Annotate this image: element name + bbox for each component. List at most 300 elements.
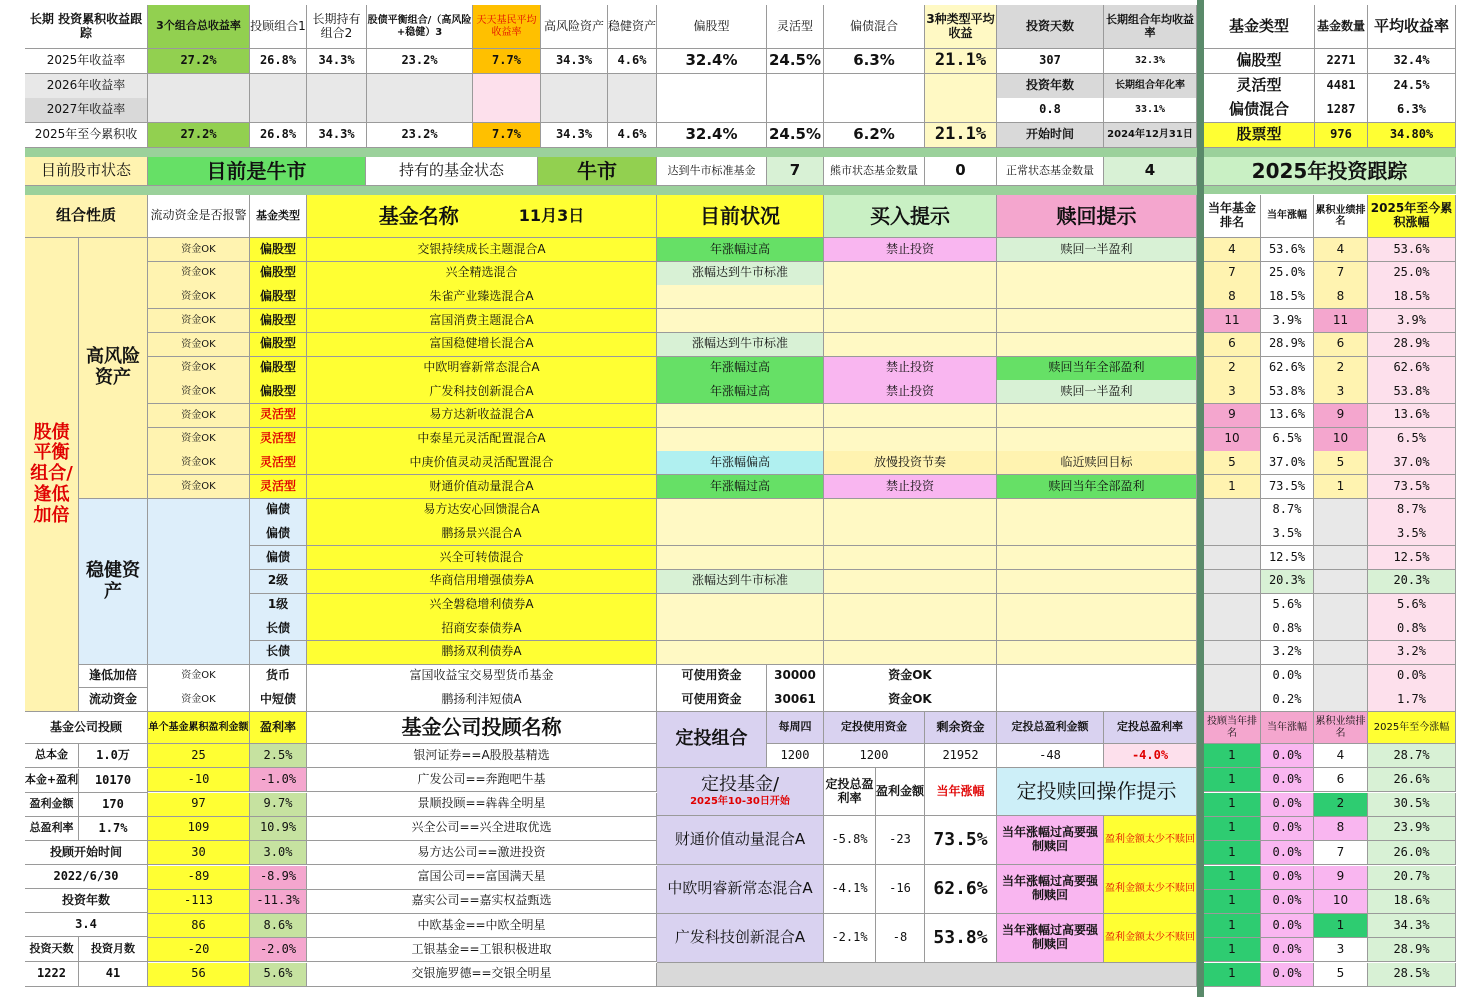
fund-name[interactable]: 富国消费主题混合A (307, 309, 657, 333)
fund-buy-hint[interactable] (824, 617, 997, 641)
fund-type[interactable]: 偏债 (250, 499, 307, 523)
value-balance3[interactable] (367, 98, 473, 123)
header-equity[interactable]: 偏股型 (657, 5, 767, 49)
adv-rise[interactable]: 0.0% (1261, 817, 1314, 841)
fund-type[interactable]: 灵活型 (250, 404, 307, 428)
fund-type[interactable]: 中短债 (250, 688, 307, 712)
fund-cum-rank[interactable] (1314, 522, 1368, 546)
value-hold2[interactable]: 34.3% (307, 49, 367, 74)
header-year-rank[interactable]: 当年基金排名 (1204, 195, 1261, 238)
advisor-rate[interactable]: -1.0% (250, 768, 307, 792)
fund-type-name[interactable]: 灵活型 (1204, 74, 1315, 99)
fund-redeem-hint[interactable]: 赎回一半盈利 (997, 380, 1197, 404)
fund-name[interactable]: 易方达安心回馈混合A (307, 499, 657, 523)
liquid-alarm[interactable]: 资金OK (148, 380, 250, 404)
sip-rate-col-header[interactable]: 定投总盈利率 (824, 768, 876, 816)
sip-redeem-tip[interactable]: 当年涨幅过高要强制赎回 (997, 865, 1104, 914)
header-fund-count[interactable]: 基金数量 (1315, 5, 1368, 49)
fund-buy-hint[interactable] (824, 499, 997, 523)
fund-ytd[interactable]: 18.5% (1368, 285, 1456, 309)
fund-status[interactable] (657, 309, 824, 333)
fund-ytd[interactable]: 3.2% (1368, 641, 1456, 665)
liquid-ok[interactable]: 资金OK (824, 665, 997, 689)
advisor-left-key[interactable]: 总盈利率 (25, 817, 79, 841)
header-fund-name[interactable] (307, 195, 657, 238)
adv-ytd-header[interactable]: 2025年至今涨幅 (1368, 712, 1456, 744)
adv-rank[interactable]: 1 (1204, 914, 1261, 938)
advisor-rate[interactable]: 2.5% (250, 744, 307, 768)
market-status-value[interactable]: 目前是牛市 (148, 157, 366, 186)
fund-buy-hint[interactable]: 禁止投资 (824, 475, 997, 499)
fund-ytd[interactable]: 5.6% (1368, 594, 1456, 618)
fund-cum-rank[interactable] (1314, 570, 1368, 594)
fund-buy-hint[interactable] (824, 594, 997, 618)
header-stable[interactable]: 稳健资产 (608, 5, 657, 49)
fund-name[interactable]: 鹏扬景兴混合A (307, 522, 657, 546)
group-stable[interactable]: 稳健资产 (79, 499, 148, 665)
liquid-alarm[interactable]: 资金OK (148, 262, 250, 286)
fund-redeem-hint[interactable]: 赎回当年全部盈利 (997, 475, 1197, 499)
value-flexible[interactable]: 24.5% (767, 49, 824, 74)
value-adv1[interactable]: 26.8% (250, 123, 307, 148)
fund-redeem-hint[interactable] (997, 309, 1197, 333)
advisor-rate[interactable]: -2.0% (250, 938, 307, 962)
liquid-alarm[interactable]: 资金OK (148, 665, 250, 689)
sip-fund-amount[interactable]: -23 (876, 816, 925, 865)
value-stable[interactable]: 4.6% (608, 49, 657, 74)
advisor-name[interactable]: 交银施罗德==交银全明星 (307, 963, 657, 987)
liquid-alarm[interactable]: 资金OK (148, 451, 250, 475)
fund-name[interactable]: 富国收益宝交易型货币基金 (307, 665, 657, 689)
fund-cum-rank[interactable] (1314, 688, 1368, 712)
fund-name[interactable]: 财通价值动量混合A (307, 475, 657, 499)
advisor-name-header[interactable]: 基金公司投顾名称 (307, 712, 657, 744)
fund-year-rank[interactable]: 5 (1204, 451, 1261, 475)
fund-ytd[interactable]: 62.6% (1368, 357, 1456, 381)
fund-year-rise[interactable]: 0.2% (1261, 688, 1314, 712)
fund-status[interactable] (657, 285, 824, 309)
advisor-profit[interactable]: 97 (148, 793, 250, 817)
normal-label[interactable]: 正常状态基金数量 (997, 157, 1104, 186)
adv-ytd[interactable]: 30.5% (1368, 793, 1456, 817)
fund-type-count[interactable]: 976 (1315, 123, 1368, 148)
value-high[interactable] (541, 98, 608, 123)
fund-buy-hint[interactable]: 放慢投资节奏 (824, 451, 997, 475)
advisor-rate[interactable]: 5.6% (250, 963, 307, 987)
advisor-name[interactable]: 富国公司==富国满天星 (307, 866, 657, 890)
value-high[interactable] (541, 74, 608, 99)
fund-buy-hint[interactable] (824, 285, 997, 309)
fund-year-rise[interactable]: 5.6% (1261, 594, 1314, 618)
fund-buy-hint[interactable] (824, 262, 997, 286)
fund-status[interactable]: 涨幅达到牛市标准 (657, 570, 824, 594)
fund-cum-rank[interactable]: 3 (1314, 380, 1368, 404)
fund-name[interactable]: 招商安泰债券A (307, 617, 657, 641)
adv-rise[interactable]: 0.0% (1261, 866, 1314, 890)
fund-year-rise[interactable]: 20.3% (1261, 570, 1314, 594)
fund-redeem-hint[interactable] (997, 522, 1197, 546)
value-tiantian[interactable]: 7.7% (473, 49, 541, 74)
fund-type-count[interactable]: 2271 (1315, 49, 1368, 74)
fund-name[interactable]: 中泰星元灵活配置混合A (307, 428, 657, 452)
sip-week[interactable]: 1200 (767, 744, 824, 768)
sip-fund-rate[interactable]: -4.1% (824, 865, 876, 914)
advisor-months-label[interactable]: 投资月数 (79, 937, 148, 962)
fund-redeem-hint[interactable] (997, 641, 1197, 665)
value-equity[interactable] (657, 74, 767, 99)
fund-cum-rank[interactable] (1314, 665, 1368, 689)
adv-rise[interactable]: 0.0% (1261, 768, 1314, 792)
invest-stat-value[interactable]: 2024年12月31日 (1104, 123, 1197, 148)
sip-used-header[interactable]: 定投使用资金 (824, 712, 925, 744)
sip-redeem-tip[interactable]: 当年涨幅过高要强制赎回 (997, 914, 1104, 963)
fund-type[interactable]: 1级 (250, 594, 307, 618)
adv-rise[interactable]: 0.0% (1261, 963, 1314, 987)
fund-type[interactable]: 偏债 (250, 546, 307, 570)
fund-status[interactable] (657, 617, 824, 641)
header-buy-hint[interactable]: 买入提示 (824, 195, 997, 238)
fund-name[interactable]: 华商信用增强债券A (307, 570, 657, 594)
sip-title[interactable]: 定投组合 (657, 712, 767, 768)
fund-buy-hint[interactable] (824, 522, 997, 546)
fund-ytd[interactable]: 37.0% (1368, 451, 1456, 475)
fund-type-avg[interactable]: 34.80% (1368, 123, 1456, 148)
advisor-left-key[interactable]: 本金+盈利 (25, 769, 79, 793)
liquid-alarm[interactable]: 资金OK (148, 309, 250, 333)
fund-name[interactable]: 交银持续成长主题混合A (307, 238, 657, 262)
sip-fund-name[interactable]: 广发科技创新混合A (657, 914, 824, 963)
advisor-name[interactable]: 广发公司==奔跑吧牛基 (307, 768, 657, 792)
sip-fund-rise[interactable]: 62.6% (925, 865, 997, 914)
advisor-start-label[interactable]: 投顾开始时间 (25, 841, 148, 865)
fund-type[interactable]: 偏股型 (250, 262, 307, 286)
header-nature[interactable]: 组合性质 (25, 195, 148, 238)
advisor-months-value[interactable]: 41 (79, 962, 148, 987)
liquid-amount[interactable]: 30061 (767, 688, 824, 712)
adv-ytd[interactable]: 28.5% (1368, 963, 1456, 987)
advisor-title[interactable]: 基金公司投顾 (25, 712, 148, 744)
fund-type[interactable]: 灵活型 (250, 475, 307, 499)
value-bondmix[interactable]: 6.3% (824, 49, 925, 74)
advisor-name[interactable]: 嘉实公司==嘉实权益甄选 (307, 890, 657, 914)
fund-redeem-hint[interactable] (997, 594, 1197, 618)
fund-name[interactable]: 广发科技创新混合A (307, 380, 657, 404)
advisor-years-value[interactable]: 3.4 (25, 913, 148, 937)
value-adv1[interactable] (250, 74, 307, 99)
fund-year-rank[interactable] (1204, 617, 1261, 641)
advisor-left-value[interactable]: 10170 (79, 769, 148, 793)
adv-rise[interactable]: 0.0% (1261, 744, 1314, 768)
sip-funds-title[interactable] (657, 768, 824, 816)
fund-cum-rank[interactable] (1314, 641, 1368, 665)
group-high-risk[interactable]: 高风险资产 (79, 238, 148, 499)
adv-ytd[interactable]: 28.9% (1368, 938, 1456, 962)
fund-buy-hint[interactable]: 禁止投资 (824, 357, 997, 381)
value-adv1[interactable]: 26.8% (250, 49, 307, 74)
advisor-days-label[interactable]: 投资天数 (25, 937, 79, 962)
fund-cum-rank[interactable]: 7 (1314, 262, 1368, 286)
sip-rate[interactable]: -4.0% (1104, 744, 1197, 768)
fund-status[interactable]: 年涨幅过高 (657, 357, 824, 381)
group-liquid[interactable]: 流动资金 (79, 688, 148, 712)
adv-rise-header[interactable]: 当年涨幅 (1261, 712, 1314, 744)
row-label[interactable]: 2026年收益率 (25, 74, 148, 99)
value-flexible[interactable] (767, 98, 824, 123)
fund-redeem-hint[interactable] (997, 617, 1197, 641)
fund-redeem-hint[interactable] (997, 546, 1197, 570)
fund-ytd[interactable]: 25.0% (1368, 262, 1456, 286)
fund-cum-rank[interactable]: 6 (1314, 333, 1368, 357)
fund-year-rank[interactable]: 8 (1204, 285, 1261, 309)
row-label[interactable]: 2025年至今累积收 (25, 123, 148, 148)
value-avg3[interactable]: 21.1% (925, 49, 997, 74)
adv-cr[interactable]: 10 (1314, 890, 1368, 914)
fund-type[interactable]: 货币 (250, 665, 307, 689)
sip-op-title[interactable]: 定投赎回操作提示 (997, 768, 1197, 816)
value-total3[interactable]: 27.2% (148, 123, 250, 148)
advisor-profit[interactable]: 86 (148, 914, 250, 938)
fund-buy-hint[interactable] (824, 333, 997, 357)
fund-type-count[interactable]: 4481 (1315, 74, 1368, 99)
advisor-name[interactable]: 工银基金==工银积极进取 (307, 938, 657, 962)
fund-year-rank[interactable] (1204, 665, 1261, 689)
liquid-alarm[interactable]: 资金OK (148, 428, 250, 452)
fund-type-name[interactable]: 股票型 (1204, 123, 1315, 148)
sip-used[interactable]: 1200 (824, 744, 925, 768)
fund-name[interactable]: 兴全可转债混合 (307, 546, 657, 570)
adv-rank[interactable]: 1 (1204, 744, 1261, 768)
header-fund-type-col[interactable]: 基金类型 (250, 195, 307, 238)
fund-year-rank[interactable]: 9 (1204, 404, 1261, 428)
header-tiantian[interactable]: 天天基民平均收益率 (473, 5, 541, 49)
value-bondmix[interactable]: 6.2% (824, 123, 925, 148)
fund-year-rank[interactable] (1204, 522, 1261, 546)
fund-year-rank[interactable]: 2 (1204, 357, 1261, 381)
liquid-alarm[interactable]: 资金OK (148, 688, 250, 712)
sip-redeem-tip[interactable]: 当年涨幅过高要强制赎回 (997, 816, 1104, 865)
fund-year-rise[interactable]: 6.5% (1261, 428, 1314, 452)
fund-name[interactable]: 朱雀产业臻选混合A (307, 285, 657, 309)
fund-status[interactable]: 年涨幅过高 (657, 238, 824, 262)
advisor-rate[interactable]: -11.3% (250, 890, 307, 914)
fund-status[interactable] (657, 428, 824, 452)
fund-cum-rank[interactable] (1314, 546, 1368, 570)
fund-redeem-hint[interactable]: 赎回一半盈利 (997, 238, 1197, 262)
fund-year-rank[interactable] (1204, 688, 1261, 712)
header-balance-3[interactable]: 股债平衡组合/（高风险+稳健）3 (367, 5, 473, 49)
sip-fund-name[interactable]: 中欧明睿新常态混合A (657, 865, 824, 914)
liquid-alarm[interactable]: 资金OK (148, 333, 250, 357)
bull-count[interactable]: 7 (767, 157, 824, 186)
liquid-label[interactable]: 可使用资金 (657, 665, 767, 689)
value-flexible[interactable]: 24.5% (767, 123, 824, 148)
fund-type[interactable]: 偏股型 (250, 309, 307, 333)
header-fund-type[interactable]: 基金类型 (1204, 5, 1315, 49)
advisor-left-value[interactable]: 1.0万 (79, 744, 148, 768)
fund-buy-hint[interactable] (824, 428, 997, 452)
sip-amount-header[interactable]: 盈利金额 (876, 768, 925, 816)
fund-type[interactable]: 2级 (250, 570, 307, 594)
fund-year-rise[interactable]: 25.0% (1261, 262, 1314, 286)
value-equity[interactable]: 32.4% (657, 49, 767, 74)
fund-redeem-hint[interactable] (997, 262, 1197, 286)
advisor-name[interactable]: 兴全公司==兴全进取优选 (307, 817, 657, 841)
adv-ytd[interactable]: 34.3% (1368, 914, 1456, 938)
fund-type[interactable]: 偏股型 (250, 333, 307, 357)
fund-cum-rank[interactable]: 11 (1314, 309, 1368, 333)
adv-rank[interactable]: 1 (1204, 890, 1261, 914)
fund-year-rise[interactable]: 3.2% (1261, 641, 1314, 665)
header-ytd[interactable]: 2025年至今累积涨幅 (1368, 195, 1456, 238)
value-hold2[interactable] (307, 98, 367, 123)
adv-cr[interactable]: 1 (1314, 914, 1368, 938)
value-balance3[interactable]: 23.2% (367, 49, 473, 74)
header-total-3[interactable]: 3个组合总收益率 (148, 5, 250, 49)
fund-year-rise[interactable]: 0.8% (1261, 617, 1314, 641)
advisor-left-key[interactable]: 盈利金额 (25, 793, 79, 817)
invest-stat[interactable]: 307 (997, 49, 1104, 74)
fund-year-rise[interactable]: 62.6% (1261, 357, 1314, 381)
sip-left[interactable]: 21952 (925, 744, 997, 768)
value-bondmix[interactable] (824, 74, 925, 99)
advisor-rate[interactable]: 10.9% (250, 817, 307, 841)
fund-year-rank[interactable] (1204, 641, 1261, 665)
fund-year-rank[interactable]: 11 (1204, 309, 1261, 333)
bull-label[interactable]: 达到牛市标准基金 (657, 157, 767, 186)
liquid-ok[interactable]: 资金OK (824, 688, 997, 712)
fund-year-rise[interactable]: 28.9% (1261, 333, 1314, 357)
fund-year-rise[interactable]: 3.9% (1261, 309, 1314, 333)
fund-ytd[interactable]: 53.8% (1368, 380, 1456, 404)
value-bondmix[interactable] (824, 98, 925, 123)
sip-week-header[interactable]: 每周四 (767, 712, 824, 744)
fund-ytd[interactable]: 3.5% (1368, 522, 1456, 546)
adv-rank[interactable]: 1 (1204, 866, 1261, 890)
fund-name[interactable]: 兴全精选混合 (307, 262, 657, 286)
row-label[interactable]: 2025年收益率 (25, 49, 148, 74)
sip-fund-rate[interactable]: -5.8% (824, 816, 876, 865)
fund-name[interactable]: 易方达新收益混合A (307, 404, 657, 428)
value-avg3[interactable] (925, 98, 997, 123)
fund-status[interactable] (657, 499, 824, 523)
advisor-days-value[interactable]: 1222 (25, 962, 79, 987)
invest-stat-value[interactable]: 32.3% (1104, 49, 1197, 74)
fund-type-count[interactable]: 1287 (1315, 98, 1368, 123)
fund-year-rank[interactable] (1204, 570, 1261, 594)
header-avg-return[interactable]: 平均收益率 (1368, 5, 1456, 49)
fund-type-name[interactable]: 偏债混合 (1204, 98, 1315, 123)
adv-rank[interactable]: 1 (1204, 768, 1261, 792)
fund-cum-rank[interactable]: 9 (1314, 404, 1368, 428)
advisor-profit[interactable]: -89 (148, 866, 250, 890)
fund-year-rank[interactable]: 10 (1204, 428, 1261, 452)
fund-status[interactable]: 年涨幅偏高 (657, 451, 824, 475)
fund-year-rank[interactable]: 6 (1204, 333, 1261, 357)
advisor-years-label[interactable]: 投资年数 (25, 889, 148, 913)
fund-status-label[interactable]: 持有的基金状态 (366, 157, 538, 186)
adv-rank[interactable]: 1 (1204, 793, 1261, 817)
group-main-label[interactable]: 股债平衡组合/逢低加倍 (25, 238, 79, 712)
value-tiantian[interactable] (473, 74, 541, 99)
adv-ytd[interactable]: 28.7% (1368, 744, 1456, 768)
sip-fund-name[interactable]: 财通价值动量混合A (657, 816, 824, 865)
fund-buy-hint[interactable] (824, 309, 997, 333)
fund-ytd[interactable]: 73.5% (1368, 475, 1456, 499)
header-adv-1[interactable]: 投顾组合1 (250, 5, 307, 49)
fund-type[interactable]: 长债 (250, 641, 307, 665)
sip-profit-header[interactable]: 定投总盈利金额 (997, 712, 1104, 744)
advisor-rate[interactable]: 9.7% (250, 793, 307, 817)
fund-redeem-hint[interactable] (997, 499, 1197, 523)
advisor-rate[interactable]: 8.6% (250, 914, 307, 938)
header-redeem-hint[interactable]: 赎回提示 (997, 195, 1197, 238)
fund-ytd[interactable]: 13.6% (1368, 404, 1456, 428)
fund-ytd[interactable]: 0.0% (1368, 665, 1456, 689)
value-equity[interactable] (657, 98, 767, 123)
fund-cum-rank[interactable]: 8 (1314, 285, 1368, 309)
fund-ytd[interactable]: 3.9% (1368, 309, 1456, 333)
fund-year-rise[interactable]: 18.5% (1261, 285, 1314, 309)
value-adv1[interactable] (250, 98, 307, 123)
fund-status[interactable] (657, 546, 824, 570)
value-hold2[interactable]: 34.3% (307, 123, 367, 148)
fund-name[interactable]: 鹏扬利沣短债A (307, 688, 657, 712)
fund-cum-rank[interactable]: 4 (1314, 238, 1368, 262)
fund-cum-rank[interactable] (1314, 594, 1368, 618)
fund-type-avg[interactable]: 6.3% (1368, 98, 1456, 123)
advisor-left-value[interactable]: 170 (79, 793, 148, 817)
adv-rank[interactable]: 1 (1204, 938, 1261, 962)
fund-year-rank[interactable]: 7 (1204, 262, 1261, 286)
header-hold-2[interactable]: 长期持有组合2 (307, 5, 367, 49)
fund-type[interactable]: 灵活型 (250, 451, 307, 475)
value-total3[interactable] (148, 74, 250, 99)
fund-status[interactable]: 涨幅达到牛市标准 (657, 333, 824, 357)
fund-buy-hint[interactable] (824, 570, 997, 594)
advisor-name[interactable]: 银河证券==A股股基精选 (307, 744, 657, 768)
header-high-risk[interactable]: 高风险资产 (541, 5, 608, 49)
value-balance3[interactable] (367, 74, 473, 99)
value-total3[interactable] (148, 98, 250, 123)
advisor-left-key[interactable]: 总本金 (25, 744, 79, 768)
fund-name[interactable]: 鹏扬双利债券A (307, 641, 657, 665)
fund-status-value[interactable]: 牛市 (538, 157, 657, 186)
fund-year-rank[interactable] (1204, 499, 1261, 523)
value-high[interactable]: 34.3% (541, 49, 608, 74)
fund-redeem-hint[interactable]: 赎回当年全部盈利 (997, 357, 1197, 381)
advisor-name[interactable]: 中欧基金==中欧全明星 (307, 914, 657, 938)
adv-cr[interactable]: 3 (1314, 938, 1368, 962)
invest-stat-value[interactable]: 33.1% (1104, 98, 1197, 123)
sip-fund-rise[interactable]: 53.8% (925, 914, 997, 963)
invest-stat[interactable]: 投资年数 (997, 74, 1104, 99)
fund-ytd[interactable]: 6.5% (1368, 428, 1456, 452)
invest-stat[interactable]: 开始时间 (997, 123, 1104, 148)
adv-cr[interactable]: 8 (1314, 817, 1368, 841)
invest-stat[interactable]: 0.8 (997, 98, 1104, 123)
sip-rate-header[interactable]: 定投总盈利率 (1104, 712, 1197, 744)
title-long-term[interactable]: 长期 投资累积收益跟踪 (25, 5, 148, 49)
header-3avg[interactable]: 3种类型平均收益 (925, 5, 997, 49)
advisor-profit[interactable]: -113 (148, 890, 250, 914)
fund-year-rank[interactable]: 3 (1204, 380, 1261, 404)
adv-cr[interactable]: 5 (1314, 963, 1368, 987)
advisor-profit[interactable]: 109 (148, 817, 250, 841)
advisor-start-value[interactable]: 2022/6/30 (25, 865, 148, 889)
adv-rise[interactable]: 0.0% (1261, 890, 1314, 914)
value-tiantian[interactable] (473, 98, 541, 123)
sip-note[interactable]: 盈利金额太少不赎回 (1104, 914, 1197, 963)
